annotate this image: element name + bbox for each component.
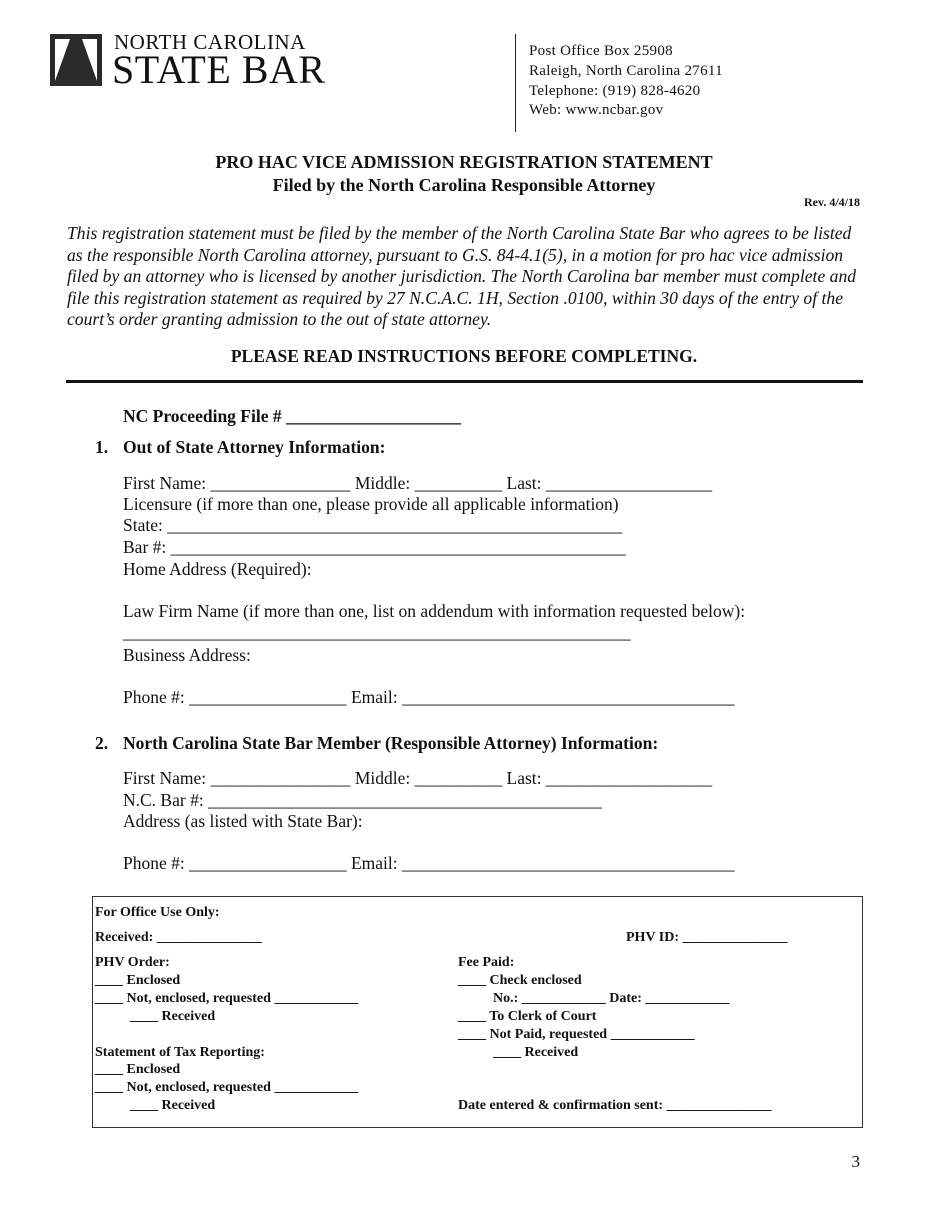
check-number-date-field[interactable]: No.: ____________ Date: ____________	[493, 991, 730, 1006]
nc-bar-number-field[interactable]: N.C. Bar #: _____________________________________________	[123, 790, 602, 810]
state-bar-logo-icon	[50, 34, 102, 86]
page-number: 3	[851, 1152, 860, 1171]
office-heading: For Office Use Only:	[95, 905, 220, 920]
home-address-label: Home Address (Required):	[123, 559, 312, 579]
logo-line1: NORTH CAROLINA	[114, 30, 306, 54]
proceeding-file-field[interactable]: NC Proceeding File # ____________________	[123, 406, 461, 426]
address-line: Post Office Box 25908	[529, 43, 673, 59]
section-number: 2.	[95, 733, 109, 753]
member-name-fields[interactable]: First Name: ________________ Middle: __________ Last: ___________________	[123, 768, 713, 788]
date-entered-field[interactable]: Date entered & confirmation sent: _______________	[458, 1098, 772, 1113]
bar-number-field[interactable]: Bar #: ____________________________________________________	[123, 537, 626, 557]
phone-email-fields[interactable]: Phone #: __________________ Email: ______________________________________	[123, 687, 735, 707]
clerk-of-court-field[interactable]: ____ To Clerk of Court	[458, 1009, 597, 1024]
phv-order-label: PHV Order:	[95, 955, 170, 970]
instructions-notice: PLEASE READ INSTRUCTIONS BEFORE COMPLETING.	[230, 346, 698, 366]
tax-reporting-label: Statement of Tax Reporting:	[95, 1045, 265, 1060]
section-number: 1.	[95, 437, 109, 457]
logo-line2: STATE BAR	[112, 47, 326, 92]
member-address-label: Address (as listed with State Bar):	[123, 811, 363, 831]
state-field[interactable]: State: ____________________________________________________	[123, 515, 623, 535]
phv-id-field[interactable]: PHV ID: _______________	[626, 930, 788, 945]
address-line: Raleigh, North Carolina 27611	[529, 63, 723, 79]
business-address-label: Business Address:	[123, 645, 251, 665]
attorney-name-fields[interactable]: First Name: ________________ Middle: __________ Last: ___________________	[123, 473, 713, 493]
revision-date: Rev. 4/4/18	[804, 195, 860, 209]
section2-heading: North Carolina State Bar Member (Responsible Attorney) Information:	[123, 733, 659, 753]
divider-rule	[66, 380, 863, 383]
page-title: PRO HAC VICE ADMISSION REGISTRATION STATEMENT	[215, 152, 713, 172]
page-subtitle: Filed by the North Carolina Responsible Attorney	[272, 175, 656, 195]
member-phone-email-fields[interactable]: Phone #: __________________ Email: ______________________________________	[123, 853, 735, 873]
tax-received-field[interactable]: ____ Received	[130, 1098, 216, 1113]
check-enclosed-field[interactable]: ____ Check enclosed	[458, 973, 582, 988]
licensure-label: Licensure (if more than one, please provide all applicable information)	[123, 494, 619, 514]
phv-received-field[interactable]: ____ Received	[130, 1009, 216, 1024]
fee-received-field[interactable]: ____ Received	[493, 1045, 579, 1060]
fee-paid-label: Fee Paid:	[458, 955, 515, 970]
tax-not-enclosed-field[interactable]: ____ Not, enclosed, requested ____________	[95, 1080, 359, 1095]
section1-heading: Out of State Attorney Information:	[123, 437, 386, 457]
law-firm-label: Law Firm Name (if more than one, list on addendum with information requested below):	[123, 601, 746, 621]
address-line: Web: www.ncbar.gov	[529, 102, 664, 118]
received-field[interactable]: Received: _______________	[95, 930, 262, 945]
tax-enclosed-field[interactable]: ____ Enclosed	[95, 1062, 181, 1077]
header-divider	[515, 34, 516, 132]
intro-paragraph: This registration statement must be filed by the member of the North Carolina State Bar who agrees to be listed as the responsible North Carolina attorney, pursuant to G.S. 84-4.1(5), in a motion for pro hac vice admission filed by an attorney who is licensed by another jurisdiction. The North Carolina bar member must complete and file this registration statement as required by 27 N.C.A.C. 1H, Section .0100, within 30 days of the entry of the court’s order granting admission to the out of state attorney.	[67, 223, 857, 330]
not-paid-field[interactable]: ____ Not Paid, requested ____________	[458, 1027, 695, 1042]
law-firm-field[interactable]: __________________________________________________________	[123, 622, 631, 642]
address-line: Telephone: (919) 828-4620	[529, 83, 701, 99]
phv-enclosed-field[interactable]: ____ Enclosed	[95, 973, 181, 988]
phv-not-enclosed-field[interactable]: ____ Not, enclosed, requested ____________	[95, 991, 359, 1006]
